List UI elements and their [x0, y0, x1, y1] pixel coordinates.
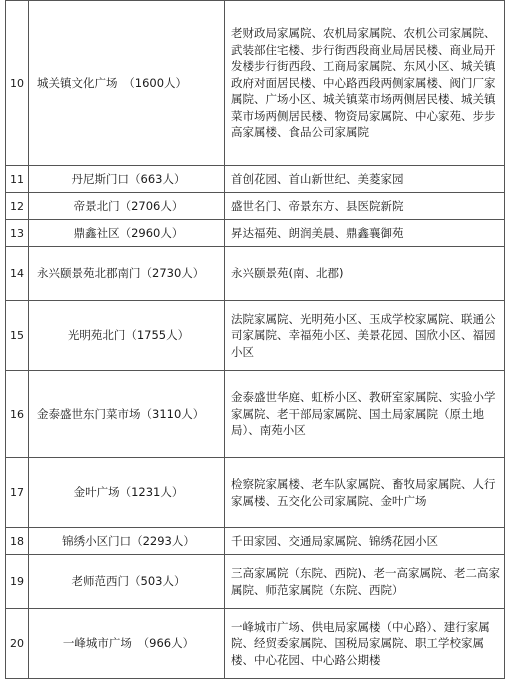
row-number: 14: [6, 247, 29, 301]
table-row: [6, 528, 505, 555]
covered-area: 永兴颐景苑(南、北郡): [225, 247, 505, 301]
row-number: 18: [6, 528, 29, 555]
covered-area: 三高家属院（东院、西院)、老一高家属院、老二高家属院、师范家属院（东院、西院）: [225, 555, 505, 609]
row-number: 11: [6, 166, 29, 193]
table-row: [6, 609, 505, 679]
table-row: [6, 220, 505, 247]
covered-area: 检察院家属楼、老车队家属院、畜牧局家属院、人行家属楼、五交化公司家属院、金叶广场: [225, 458, 505, 528]
pickup-site: 老师范西门（503人）: [29, 555, 225, 609]
covered-area: 一峰城市广场、供电局家属楼（中心路）、建行家属院、经贸委家属院、国税局家属院、职工学校家属楼、中心花园、中心路公期楼: [225, 609, 505, 679]
pickup-site: 锦绣小区门口（2293人）: [29, 528, 225, 555]
row-number: 12: [6, 193, 29, 220]
table-row: [6, 193, 505, 220]
row-number: 15: [6, 301, 29, 371]
covered-area: 盛世名门、帝景东方、县医院新院: [225, 193, 505, 220]
pickup-site: 鼎鑫社区（2960人）: [29, 220, 225, 247]
row-number: 10: [6, 1, 29, 166]
table-row: [6, 1, 505, 166]
table-body: [6, 1, 505, 679]
table-row: [6, 371, 505, 458]
table-row: [6, 555, 505, 609]
row-number: 19: [6, 555, 29, 609]
table-row: [6, 301, 505, 371]
row-number: 16: [6, 371, 29, 458]
pickup-site: 帝景北门（2706人）: [29, 193, 225, 220]
pickup-site: 永兴颐景苑北郡南门（2730人）: [29, 247, 225, 301]
row-number: 17: [6, 458, 29, 528]
covered-area: 昇达福苑、朗润美晨、鼎鑫襄御苑: [225, 220, 505, 247]
covered-area: 法院家属院、光明苑小区、玉成学校家属院、联通公司家属院、幸福苑小区、美景花园、国欣小区、福园小区: [225, 301, 505, 371]
table-row: [6, 458, 505, 528]
covered-area: 首创花园、首山新世纪、美菱家园: [225, 166, 505, 193]
pickup-site: 金泰盛世东门菜市场（3110人）: [29, 371, 225, 458]
pickup-site: 光明苑北门（1755人）: [29, 301, 225, 371]
pickup-site: 金叶广场（1231人）: [29, 458, 225, 528]
covered-area: 金泰盛世华庭、虹桥小区、教研室家属院、实验小学家属院、老干部局家属院、国土局家属院（原土地局）、南苑小区: [225, 371, 505, 458]
pickup-site: 一峰城市广场 （966人）: [29, 609, 225, 679]
distribution-table: [5, 0, 505, 679]
covered-area: 千田家园、交通局家属院、锦绣花园小区: [225, 528, 505, 555]
pickup-site: 丹尼斯门口（663人）: [29, 166, 225, 193]
table-row: [6, 247, 505, 301]
pickup-site: 城关镇文化广场 （1600人）: [29, 1, 225, 166]
table-row: [6, 166, 505, 193]
row-number: 20: [6, 609, 29, 679]
covered-area: 老财政局家属院、农机局家属院、农机公司家属院、武装部住宅楼、步行街西段商业局居民楼、商业局开发楼步行街西段、工商局家属院、东风小区、城关镇政府对面居民楼、中心路西段两侧家属楼、阀门厂家属院、广场小区、城关镇菜市场两侧居民楼、城关镇菜市场两侧居民楼、物资局家属院、中心家苑、步步高家属楼、食品公司家属院: [225, 1, 505, 166]
row-number: 13: [6, 220, 29, 247]
